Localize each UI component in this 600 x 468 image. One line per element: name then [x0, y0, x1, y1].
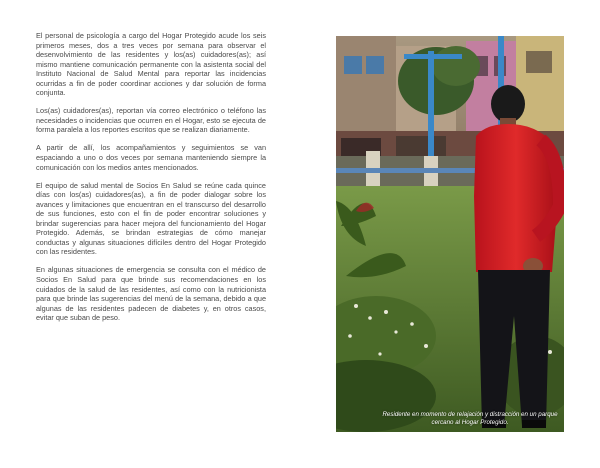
paragraph-2: Los(as) cuidadores(as), reportan vía correo electrónico o teléfono las necesidades o incidencias que ocurren en el Hogar, esto se ejecuta de forma paralela a los reportes escritos que se realizan diariamente.	[36, 106, 266, 135]
body-text	[36, 31, 266, 331]
park-photo-illustration	[336, 36, 564, 432]
paragraph-3: A partir de allí, los acompañamientos y seguimientos se van espaciando a uno o dos veces por semana manteniendo siempre la comunicación con los medios antes mencionados.	[36, 143, 266, 172]
park-photo	[336, 36, 564, 432]
paragraph-4: El equipo de salud mental de Socios En Salud se reúne cada quince días con los(as) cuidadores(as), a fin de poder dialogar sobre los avances y limitaciones que encuentran en el transcurso del desarrollo de sus funciones, esto con el fin de poder encontrar soluciones y brindar sugerencias para hacer mejora del funcionamiento del Hogar Protegido. Además, se brindan estrategias de cómo manejar conductas y algunas situaciones difíciles dentro del Hogar Protegido con las residentes.	[36, 180, 266, 257]
paragraph-1: El personal de psicología a cargo del Hogar Protegido acude los seis primeros meses, dos a tres veces por semana para observar el desenvolvimiento de las residentes y los(as) cuidadores(as); así mismo mantiene comunicación permanente con la asistenta social del Instituto Nacional de Salud Mental para reportar las incidencias ocurridas a fin de poder coordinar acciones y dar solución de forma conjunta.	[36, 31, 266, 98]
paragraph-5: En algunas situaciones de emergencia se consulta con el médico de Socios En Salud para que brinde sus recomendaciones en los cuidados de la salud de las residentes, así como con la nutricionista para que brinde las sugerencias del menú de la semana, debido a que algunas de las residentes padecen de diabetes y, en otros casos, evitar que suban de peso.	[36, 265, 266, 323]
photo-caption: Residente en momento de relajación y distracción en un parque cercano al Hogar Protegido.	[382, 411, 558, 426]
